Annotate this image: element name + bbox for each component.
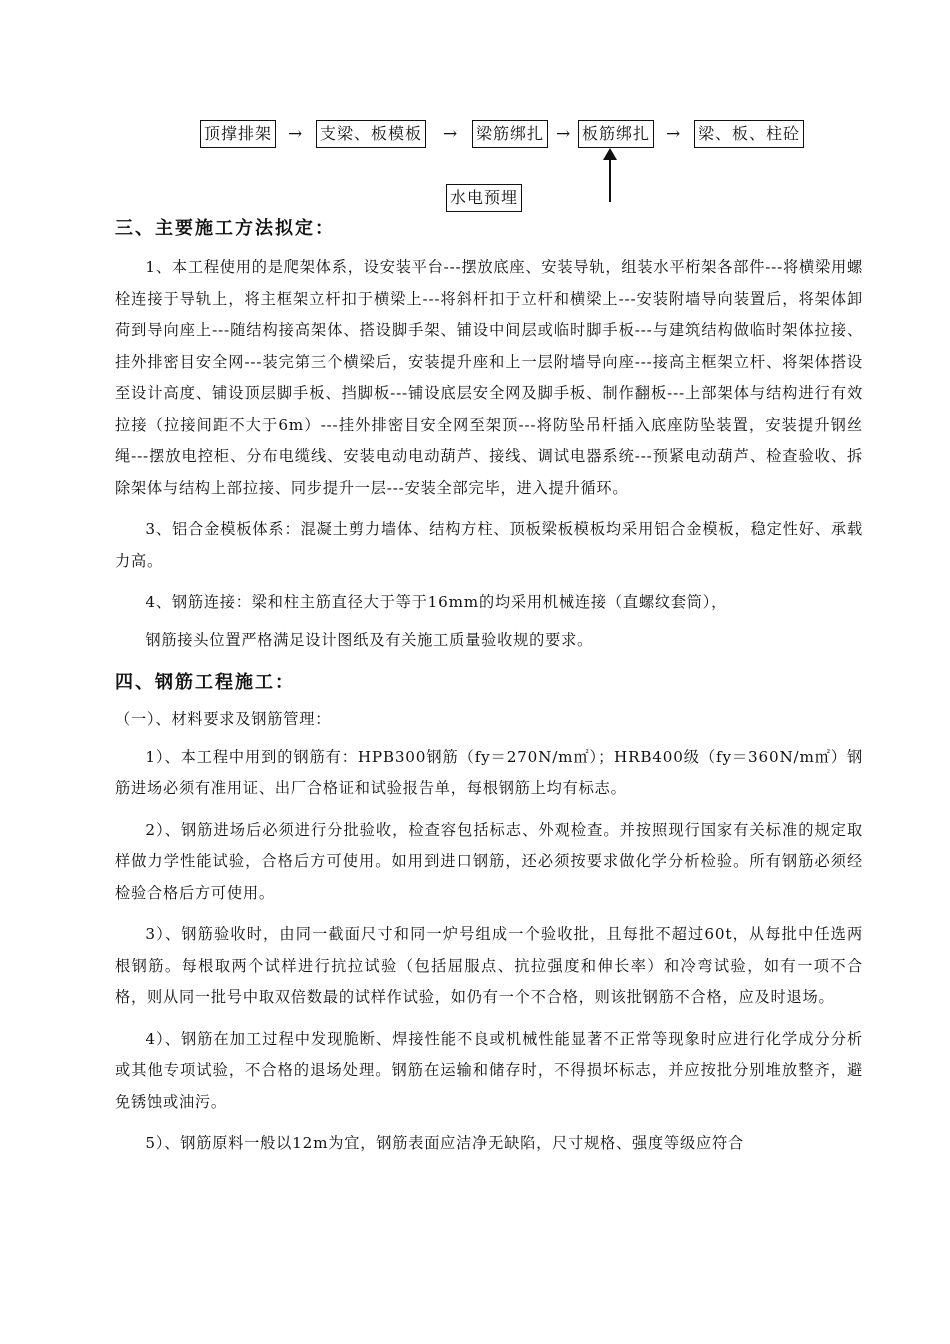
flow-step-utilities: 水电预埋 — [446, 184, 522, 212]
section-3-paragraph-3: 3、铝合金模板体系：混凝土剪力墙体、结构方柱、顶板梁板模板均采用铝合金模板，稳定性好、承载力高。 — [115, 520, 863, 570]
material-item-1: 1）、本工程中用到的钢筋有：HPB300钢筋（fy＝270N/m㎡）；HRB400级（fy＝360N/m㎡）钢筋进场必须有准用证、出厂合格证和试验报告单，每根钢筋上均有标志。 — [115, 747, 863, 797]
flow-step-beam-rebar: 梁筋绑扎 — [472, 120, 548, 148]
flow-arrow-2: → — [443, 124, 458, 144]
section-4-title: 四、钢筋工程施工： — [115, 672, 295, 693]
flow-step-formwork: 支梁、板模板 — [316, 120, 426, 148]
section-3-paragraph-4: 4、钢筋连接：梁和柱主筋直径大于等于16mm的均采用机械连接（直螺纹套筒）， — [145, 593, 728, 611]
material-item-4: 4）、钢筋在加工过程中发现脆断、焊接性能不良或机械性能显著不正常等现象时应进行化学成分分析或其他专项试验，不合格的退场处理。钢筋在运输和储存时，不得损坏标志，并应按批分别堆放整齐，避免锈蚀或油污。 — [115, 1029, 863, 1111]
document-body — [115, 214, 863, 1160]
section-4-subtitle: （一）、材料要求及钢筋管理： — [115, 710, 332, 728]
material-item-3: 3）、钢筋验收时，由同一截面尺寸和同一炉号组成一个验收批，且每批不超过60t，从每批中任选两根钢筋。每根取两个试样进行抗拉试验（包括屈服点、抗拉强度和伸长率）和冷弯试验，如有一项不合格，则从同一批号中取双倍数最的试样作试验，如仍有一个不合格，则该批钢筋不合格，应及时退场。 — [115, 925, 863, 1006]
material-item-5: 5）、钢筋原料一般以12m为宜，钢筋表面应洁净无缺陷，尺寸规格、强度等级应符合 — [145, 1134, 744, 1152]
flow-arrow-4: → — [666, 124, 681, 144]
flow-arrow-3: → — [556, 124, 571, 144]
flow-step-slab-rebar: 板筋绑扎 — [578, 120, 654, 148]
material-item-2: 2）、钢筋进场后必须进行分批验收，检查容包括标志、外观检查。并按照现行国家有关标准的规定取样做力学性能试验，合格后方可使用。如用到进口钢筋，还必须按要求做化学分析检验。所有钢筋必须经检验合格后方可使用。 — [115, 820, 863, 902]
section-3-title: 三、主要施工方法拟定： — [115, 218, 335, 239]
construction-flowchart — [0, 118, 950, 218]
flow-up-arrow-line — [609, 150, 611, 202]
flow-step-shoring: 顶撑排架 — [200, 120, 276, 148]
flow-step-concrete: 梁、板、柱砼 — [694, 120, 804, 148]
section-3-paragraph-1: 1、本工程使用的是爬架体系，设安装平台---摆放底座、安装导轨，组装水平桁架各部件---将横梁用螺栓连接于导轨上，将主框架立杆扣于横梁上---将斜杆扣于立杆和横梁上---安装附墙导向装置后，将架体卸荷到导向座上---随结构接高架体、搭设脚手架、铺设中间层或临时脚手板---与建筑结构做临时架体拉接、挂外排密目安全网---装完第三个横梁后，安装提升座和上一层附墙导向座---接高主框架立杆、将架体搭设至设计高度、铺设顶层脚手板、挡脚板---铺设底层安全网及脚手板、制作翻板---上部架体与结构进行有效拉接（拉接间距不大于6m）---挂外排密目安全网至架顶---将防坠吊杆插入底座防坠装置，安装提升钢丝绳---摆放电控柜、分布电缆线、安装电动电动葫芦、接线、调试电器系统---预紧电动葫芦、检查验收、拆除架体与结构上部拉接、同步提升一层---安装全部完毕，进入提升循环。 — [115, 258, 863, 497]
section-3-paragraph-4b: 钢筋接头位置严格满足设计图纸及有关施工质量验收规的要求。 — [145, 630, 594, 649]
flow-arrow-1: → — [288, 124, 303, 144]
